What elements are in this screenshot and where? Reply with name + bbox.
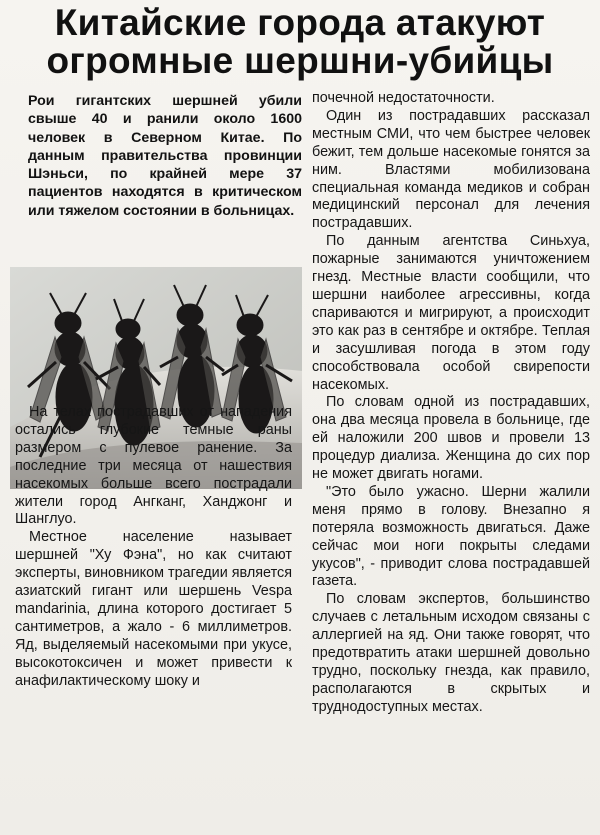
left-column-body (15, 404, 292, 691)
body-paragraph-continuation: почечной недостаточности. (312, 90, 495, 106)
body-paragraph-xinhua: По данным агентства Синьхуа, пожарные занимаются уничтожением гнезд. Местные власти сообщили, что шершни наиболее агрессивны, когда спариваются и мигрируют, а происходит это как раз в сентябре и октябре. Теплая и засушливая погода в этом году способствовала особой свирепости насекомых. (312, 233, 590, 393)
right-column (312, 90, 590, 832)
body-paragraph-experts: По словам экспертов, большинство случаев с летальным исходом связаны с аллергией на яд. Они также говорят, что предотвратить атаки шершней довольно трудно, поскольку гнезда, как правило, располагаются в скрытых и труднодоступных местах. (312, 591, 590, 715)
body-paragraph-quote: "Это было ужасно. Шерни жалили меня прямо в голову. Внезапно я потеряла возможность двигаться. Даже сейчас мои ноги покрыты следами укусов", - приводит слова пострадавшей газета. (312, 483, 590, 590)
headline-line-2: огромные шершни-убийцы (46, 40, 554, 81)
body-paragraph-victim-account: Один из пострадавших рассказал местным СМИ, что чем быстрее человек бежит, тем дольше насекомые гонятся за ним. Властями мобилизована специальная команда медиков и собран медицинский персонал для лечения пострадавших. (312, 107, 590, 232)
body-paragraph-hornet-species: Местное население называет шершней "Ху Фэна", но как считают эксперты, виновником трагедии является азиатский гигант или шершень Vespa mandarinia, длина которого достигает 5 сантиметров, а жало - 6 миллиметров. Яд, выделяемый насекомыми при укусе, высокотоксичен и может привести к анафилактическому шоку и (15, 529, 292, 689)
body-paragraph-hospital: По словам одной из пострадавших, она два месяца провела в больнице, где ей наложили 200 швов и провели 13 процедур диализа. Женщина до сих пор не может двигать ногами. (312, 394, 590, 483)
body-paragraph-wounds: На телах пострадавших от нападения остались глубокие темные раны размером с пулевое ранение. За последние три месяца от нашествия насекомых больше всего пострадали жители город Ангканг, Ханджонг и Шанглуо. (15, 404, 292, 528)
lede-paragraph: Рои гигантских шершней убили свыше 40 и ранили около 1600 человек в Северном Китае. По данным правительства провинции Шэньси, по крайней мере 37 пациентов находятся в критическом или тяжелом состоянии в больницах. (28, 93, 302, 219)
headline (10, 4, 590, 80)
headline-line-1: Китайские города атакуют (54, 2, 546, 43)
